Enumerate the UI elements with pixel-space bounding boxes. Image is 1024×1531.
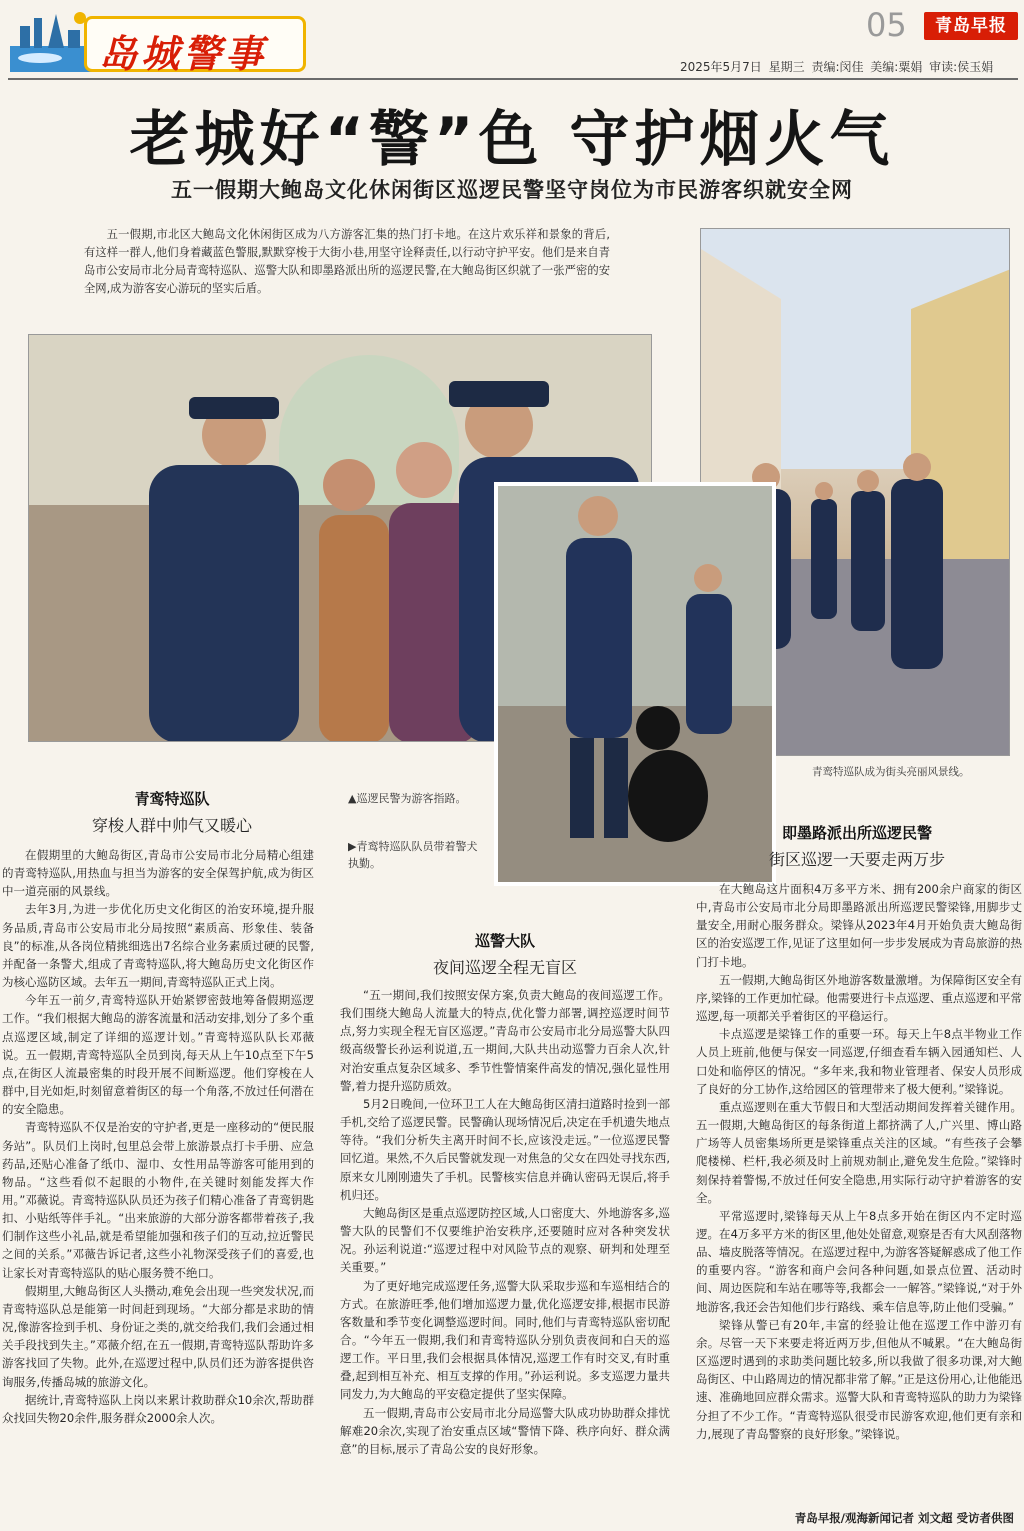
section-body-jimolu-station xyxy=(696,880,1022,1504)
section-title: 夜间巡逻全程无盲区 xyxy=(432,958,577,977)
paragraph: 为了更好地完成巡逻任务,巡警大队采取步巡和车巡相结合的方式。在旅游旺季,他们增加巡逻力量,优化巡逻安排,根据市民游客数量和季节变化调整巡逻时间。同时,他们与青鸾特巡队密切配合。“今年五一假期,我们和青鸾特巡队分别负责夜间和白天的巡逻工作。平日里,我们会根据具体情况,巡逻工作有时交叉,有时重叠,起到相互补充、相互支撑的作用。”孙运利说。多支巡逻力量共同发力,为大鲍岛的平安稳定提供了坚实保障。 xyxy=(340,1278,670,1402)
section-head-jimolu-station xyxy=(696,822,1018,870)
paragraph: 在假期里的大鲍岛街区,青岛市公安局市北分局精心组建的青鸾特巡队,用热血与担当为游客的安全保驾护航,成为街区中一道亮丽的风景线。 xyxy=(2,848,314,899)
paragraph: 重点巡逻则在重大节假日和大型活动期间发挥着关键作用。五一假期,大鲍岛街区的每条街道上都挤满了人,广兴里、博山路广场等人员密集场所更是梁锋重点关注的区域。“有些孩子会攀爬楼梯、栏杆,我必须及时上前规劝制止,避免发生危险。”梁锋时刻保持着警惕,不放过任何安全隐患,用实际行动守护着游客的安全。 xyxy=(696,1099,1022,1205)
column-logo xyxy=(10,6,310,76)
section-body-patrol-brigade xyxy=(340,986,670,1510)
photo-caption-directions: ▲巡逻民警为游客指路。 xyxy=(348,792,467,805)
subheadline: 五一假期大鲍岛文化休闲街区巡逻民警坚守岗位为市民游客织就安全网 xyxy=(171,178,853,202)
paragraph: 在大鲍岛这片面积4万多平方米、拥有200余户商家的街区中,青岛市公安局市北分局即墨路派出所巡逻民警梁锋,用脚步丈量安全,用耐心服务群众。梁锋从2023年4月开始负责大鲍岛街区的治安巡逻工作,见证了这里如何一步步发展成为青岛旅游的热门打卡地。 xyxy=(696,882,1022,969)
date-line: 2025年5月7日 星期三 责编:闵佳 美编:粟娟 审读:侯玉娟 xyxy=(680,60,994,74)
column-title: 岛城警事 xyxy=(99,32,268,76)
section-kicker: 即墨路派出所巡逻民警 xyxy=(781,824,932,842)
paragraph: 假期里,大鲍岛街区人头攒动,难免会出现一些突发状况,而青鸾特巡队总是能第一时间赶到现场。“大部分都是求助的情况,像游客捡到手机、身份证之类的,就交给我们,我们会通过相关手段找到失主。”邓薇介绍,在五一假期,青鸾特巡队帮助许多游客找回了失物。此外,在巡逻过程中,队员们还为游客提供咨询服务,传播岛城的旅游文化。 xyxy=(2,1283,314,1389)
paragraph: 梁锋从警已有20年,丰富的经验让他在巡逻工作中游刃有余。尽管一天下来要走将近两万步,但他从不喊累。“在大鲍岛街区巡逻时遇到的求助类问题比较多,所以我做了很多功课,对大鲍岛街区、中山路周边的情况都非常了解。”正是这份用心,让他能迅速、准确地回应群众需求。巡警大队和青鸾特巡队的助力为梁锋分担了不少工作。“青鸾特巡队很受市民游客欢迎,他们更有亲和力,展现了青岛警察的良好形象。”梁锋说。 xyxy=(696,1317,1022,1441)
page-number: 05 xyxy=(866,6,907,44)
paragraph: “五一期间,我们按照安保方案,负责大鲍岛的夜间巡逻工作。我们围绕大鲍岛人流量大的特点,优化警力部署,调控巡逻时间节点,努力实现全程无盲区巡逻。”青岛市公安局市北分局巡警大队四级高级警长孙运利说道,五一期间,大队共出动巡警力百余人次,针对治安重点复杂区域多、季节性警情案件高发的情况,强化显性用警,着力提升巡防质效。 xyxy=(340,988,670,1093)
paragraph: 五一假期,大鲍岛街区外地游客数量激增。为保障街区安全有序,梁锋的工作更加忙碌。他需要进行卡点巡逻、重点巡逻和平常巡逻,每一项都关乎着街区的平稳运行。 xyxy=(696,972,1022,1024)
paragraph: 5月2日晚间,一位环卫工人在大鲍岛街区清扫道路时捡到一部手机,交给了巡逻民警。民警确认现场情况后,决定在手机遗失地点等待。“我们分析失主离开时间不长,应该没走远。”一位巡逻民警回忆道。果然,不久后民警就发现一对焦急的父女在四处寻找东西,原来女儿刚刚遗失了手机。民警核实信息并确认密码无误后,将手机归还。 xyxy=(340,1096,670,1202)
photo-caption-street: 青鸾特巡队成为街头亮丽风景线。 xyxy=(812,766,970,778)
photo-caption-police-dog: ▶青鸾特巡队队员带着警犬执勤。 xyxy=(348,840,478,870)
section-title: 穿梭人群中帅气又暖心 xyxy=(91,816,252,835)
masthead xyxy=(0,0,1024,82)
paragraph: 据统计,青鸾特巡队上岗以来累计救助群众10余次,帮助群众找回失物20余件,服务群众2000余人次。 xyxy=(2,1392,314,1425)
column-title-box xyxy=(84,16,306,76)
headline: 老城好“警”色 守护烟火气 xyxy=(129,105,895,175)
byline: 青岛早报/观海新闻记者 刘文超 受访者供图 xyxy=(794,1511,1014,1525)
section-body-qingluan xyxy=(2,846,314,1510)
lead-paragraph: 五一假期,市北区大鲍岛文化休闲街区成为八方游客汇集的热门打卡地。在这片欢乐祥和景象的背后,有这样一群人,他们身着藏蓝色警服,默默穿梭于大街小巷,用坚守诠释责任,以行动守护平安。他们是来自青岛市公安局市北分局青鸾特巡队、巡警大队和即墨路派出所的巡逻民警,在大鲍岛街区织就了一张严密的安全网,成为游客安心游玩的坚实后盾。 xyxy=(84,228,610,295)
paragraph: 大鲍岛街区是重点巡逻防控区域,人口密度大、外地游客多,巡警大队的民警们不仅要维护治安秩序,还要随时应对各种突发状况。孙运利说道:“巡逻过程中对风险节点的观察、研判和处理至关重要。” xyxy=(340,1205,670,1275)
paragraph: 青鸾特巡队不仅是治安的守护者,更是一座移动的“便民服务站”。队员们上岗时,包里总会带上旅游景点打卡手册、应急药品,还贴心准备了纸巾、湿巾、女性用品等游客可能用到的物品。“这些看似不起眼的小物件,在关键时刻能发挥大作用。”邓薇说。青鸾特巡队队员还为孩子们精心准备了青鸾钥匙扣、小贴纸等伴手礼。“出来旅游的大部分游客都带着孩子,我们制作这些小礼品,就是希望能加强和孩子们的互动,拉近警民之间的关系。”邓薇告诉记者,这些小礼物深受孩子们的喜爱,也让家长对青鸾特巡队的贴心服务赞不绝口。 xyxy=(2,1120,314,1280)
section-kicker: 青鸾特巡队 xyxy=(134,790,210,808)
paragraph: 今年五一前夕,青鸾特巡队开始紧锣密鼓地筹备假期巡逻工作。“我们根据大鲍岛的游客流量和活动安排,划分了多个重点巡逻区域,制定了详细的巡逻计划。”青鸾特巡队队长邓薇说。五一假期,青鸾特巡队全员到岗,每天从上午10点至下午5点,在街区人流最密集的时段开展不间断巡逻。他们穿梭在人群中,目光如炬,时刻留意着街区的每一个角落,不放过任何潜在的安全隐患。 xyxy=(2,993,314,1117)
paragraph: 卡点巡逻是梁锋工作的重要一环。每天上午8点半物业工作人员上班前,他便与保安一同巡逻,仔细查看车辆入园通知栏、人口处和临停区的情况。“多年来,我和物业管理者、保安人员形成了良好的分工协作,这给园区的管理带来了极大便利。”梁锋说。 xyxy=(696,1027,1022,1096)
paragraph: 去年3月,为进一步优化历史文化街区的治安环境,提升服务品质,青岛市公安局市北分局按照“素质高、形象佳、装备良”的标准,从各岗位精挑细选出7名综合业务素质过硬的民警,并配备一条警犬,组成了青鸾特巡队,将大鲍岛历史文化街区作为核心巡防区域。去年五一期间,青鸾特巡队正式上岗。 xyxy=(2,902,314,990)
section-kicker: 巡警大队 xyxy=(474,932,535,950)
section-title: 街区巡逻一天要走两万步 xyxy=(768,850,945,869)
masthead-rule xyxy=(8,78,1018,80)
paper-logo: 青岛早报 xyxy=(924,12,1018,40)
section-head-qingluan xyxy=(30,788,314,836)
section-head-patrol-brigade xyxy=(340,930,670,978)
paragraph: 五一假期,青岛市公安局市北分局巡警大队成功协助群众排忧解难20余次,实现了治安重点区域“警情下降、秩序向好、群众满意”的目标,展示了青岛公安的良好形象。 xyxy=(340,1405,670,1456)
paragraph: 平常巡逻时,梁锋每天从上午8点多开始在街区内不定时巡逻。在4万多平方米的街区里,他处处留意,观察是否有大风刮落物品、墙皮脱落等情况。在巡逻过程中,为游客答疑解惑成了他工作的重要内容。“游客和商户会问各种问题,如景点位置、活动时间、周边医院和车站在哪等等,我都会一一解答。”梁锋说,“对于外地游客,我还会告知他们步行路线、乘车信息等,防止他们受骗。” xyxy=(696,1208,1022,1314)
